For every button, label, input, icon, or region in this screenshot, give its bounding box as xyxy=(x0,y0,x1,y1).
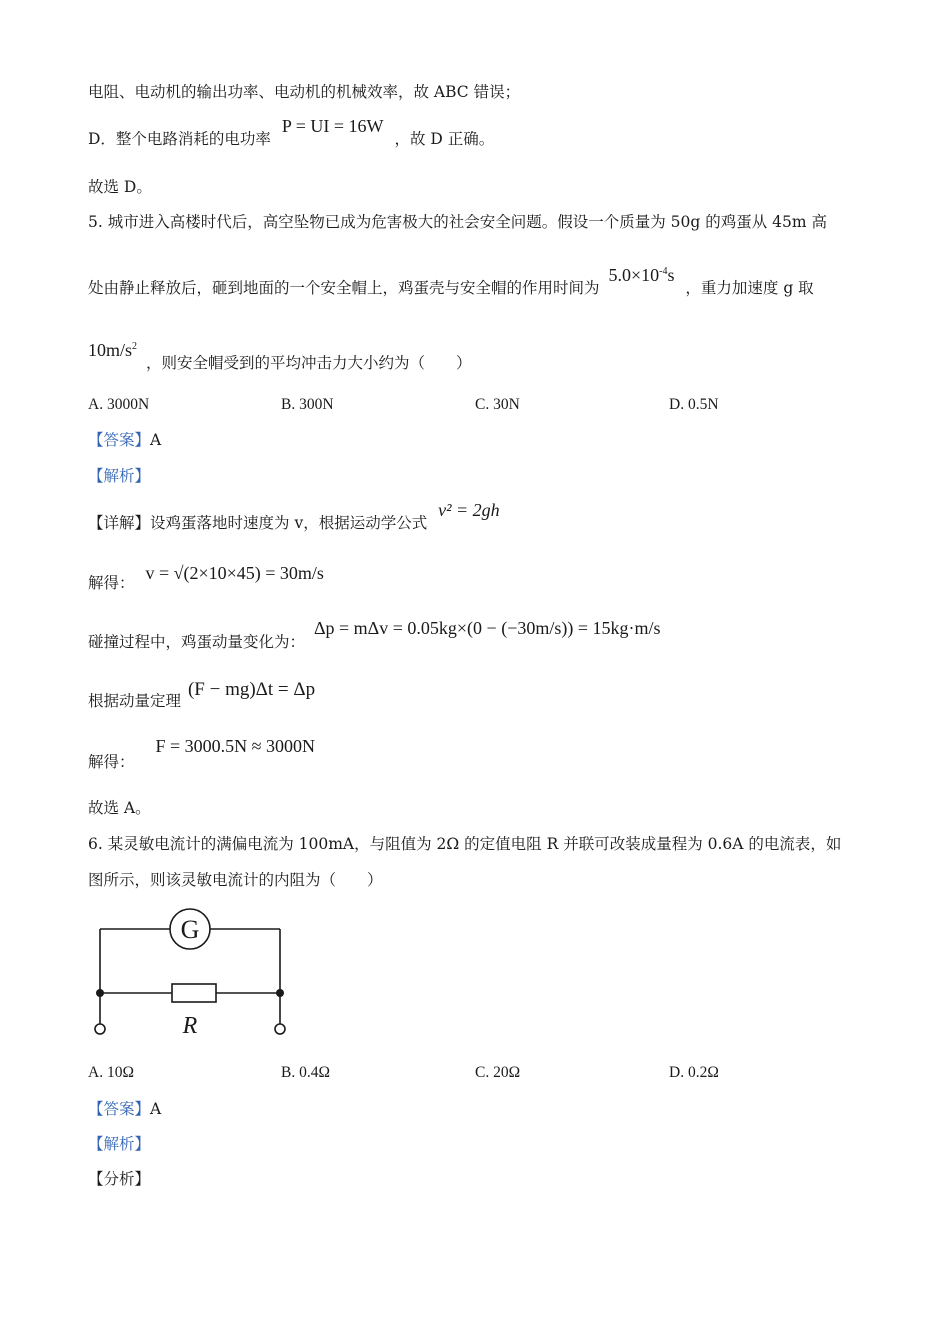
q6-analysis2-tag: 【分析】 xyxy=(88,1170,151,1188)
resistor-label: R xyxy=(182,1013,198,1039)
q5-solve-line2 xyxy=(88,736,315,772)
g-exponent: 2 xyxy=(132,341,138,352)
force-formula: F = 3000.5N ≈ 3000N xyxy=(155,736,315,756)
q5-solve-line1 xyxy=(88,563,324,593)
q5-option-c: C. 30N xyxy=(475,396,520,413)
q6-option-d: D. 0.2Ω xyxy=(669,1064,719,1081)
q5-momentum-line xyxy=(88,618,661,652)
gravity-formula xyxy=(88,340,137,360)
terminal-left xyxy=(95,1024,105,1034)
junction-right xyxy=(276,989,284,997)
q6-answer-value: A xyxy=(150,1100,162,1118)
q5-detail-line xyxy=(88,500,500,533)
q5-stem-line3-suffix: ，则安全帽受到的平均冲击力大小约为（ ） xyxy=(145,354,472,372)
galvanometer-label: G xyxy=(180,915,200,944)
answer-tag: 【答案】 xyxy=(88,431,151,449)
q4-d-prefix: D．整个电路消耗的电功率 xyxy=(88,130,271,148)
circuit-diagram xyxy=(88,905,308,1045)
q6-option-a: A. 10Ω xyxy=(88,1064,134,1081)
q6-answer-line xyxy=(88,1099,161,1119)
momentum-label: 碰撞过程中，鸡蛋动量变化为： xyxy=(88,633,306,651)
time-formula xyxy=(608,265,674,285)
q5-option-a: A. 3000N xyxy=(88,396,150,413)
junction-left xyxy=(96,989,104,997)
velocity-formula: v = √(2×10×45) = 30m/s xyxy=(145,563,324,583)
q5-answer-line xyxy=(88,430,161,450)
impulse-theorem-formula: (F − mg)Δt = Δp xyxy=(187,679,316,700)
g-value: 10m/s xyxy=(88,340,133,360)
q5-conclusion: 故选 A。 xyxy=(88,799,151,817)
theorem-label: 根据动量定理 xyxy=(88,692,182,710)
detail-text: 设鸡蛋落地时速度为 v，根据运动学公式 xyxy=(150,514,428,532)
q4-answer-conclusion: 故选 D。 xyxy=(88,178,152,196)
q6-stem-line1: 6. 某灵敏电流计的满偏电流为 100mA，与阻值为 2Ω 的定值电阻 R 并联可改装成量程为 0.6A 的电流表，如 xyxy=(88,835,842,853)
q6-answer-tag: 【答案】 xyxy=(88,1100,151,1118)
q5-stem-line3 xyxy=(88,340,472,373)
time-value: 5.0×10 xyxy=(608,265,660,285)
q5-analysis-tag: 【解析】 xyxy=(88,467,151,485)
power-formula: P = UI = 16W xyxy=(281,116,384,136)
q5-stem-line1: 5. 城市进入高楼时代后，高空坠物已成为危害极大的社会安全问题。假设一个质量为 50g 的鸡蛋从 45m 高 xyxy=(88,213,827,231)
q4-option-d-line xyxy=(88,116,495,149)
q6-stem-line2: 图所示，则该灵敏电流计的内阻为（ ） xyxy=(88,871,383,889)
q6-option-c: C. 20Ω xyxy=(475,1064,521,1081)
q4-conclusion-text: 电阻、电动机的输出功率、电动机的机械效率，故 ABC 错误； xyxy=(88,83,521,101)
solve-label-2: 解得： xyxy=(88,753,135,771)
time-unit: s xyxy=(667,265,675,285)
time-exponent: -4 xyxy=(659,266,668,277)
q4-d-suffix: ，故 D 正确。 xyxy=(394,130,495,148)
q5-option-b: B. 300N xyxy=(281,396,334,413)
q5-stem-line2-suffix: ，重力加速度 g 取 xyxy=(685,279,814,297)
solve-label: 解得： xyxy=(88,574,135,592)
q6-analysis-tag: 【解析】 xyxy=(88,1135,151,1153)
resistor-symbol xyxy=(172,984,216,1002)
q5-stem-line2-prefix: 处由静止释放后，砸到地面的一个安全帽上，鸡蛋壳与安全帽的作用时间为 xyxy=(88,279,600,297)
answer-value: A xyxy=(150,431,162,449)
q6-option-b: B. 0.4Ω xyxy=(281,1064,330,1081)
q5-option-d: D. 0.5N xyxy=(669,396,719,413)
detail-tag: 【详解】 xyxy=(88,514,151,532)
kinematics-formula: v² = 2gh xyxy=(438,500,500,520)
terminal-right xyxy=(275,1024,285,1034)
q5-stem-line2 xyxy=(88,265,814,298)
momentum-change-formula: Δp = mΔv = 0.05kg×(0 − (−30m/s)) = 15kg·m/s xyxy=(313,618,661,638)
q5-theorem-line xyxy=(88,679,316,711)
